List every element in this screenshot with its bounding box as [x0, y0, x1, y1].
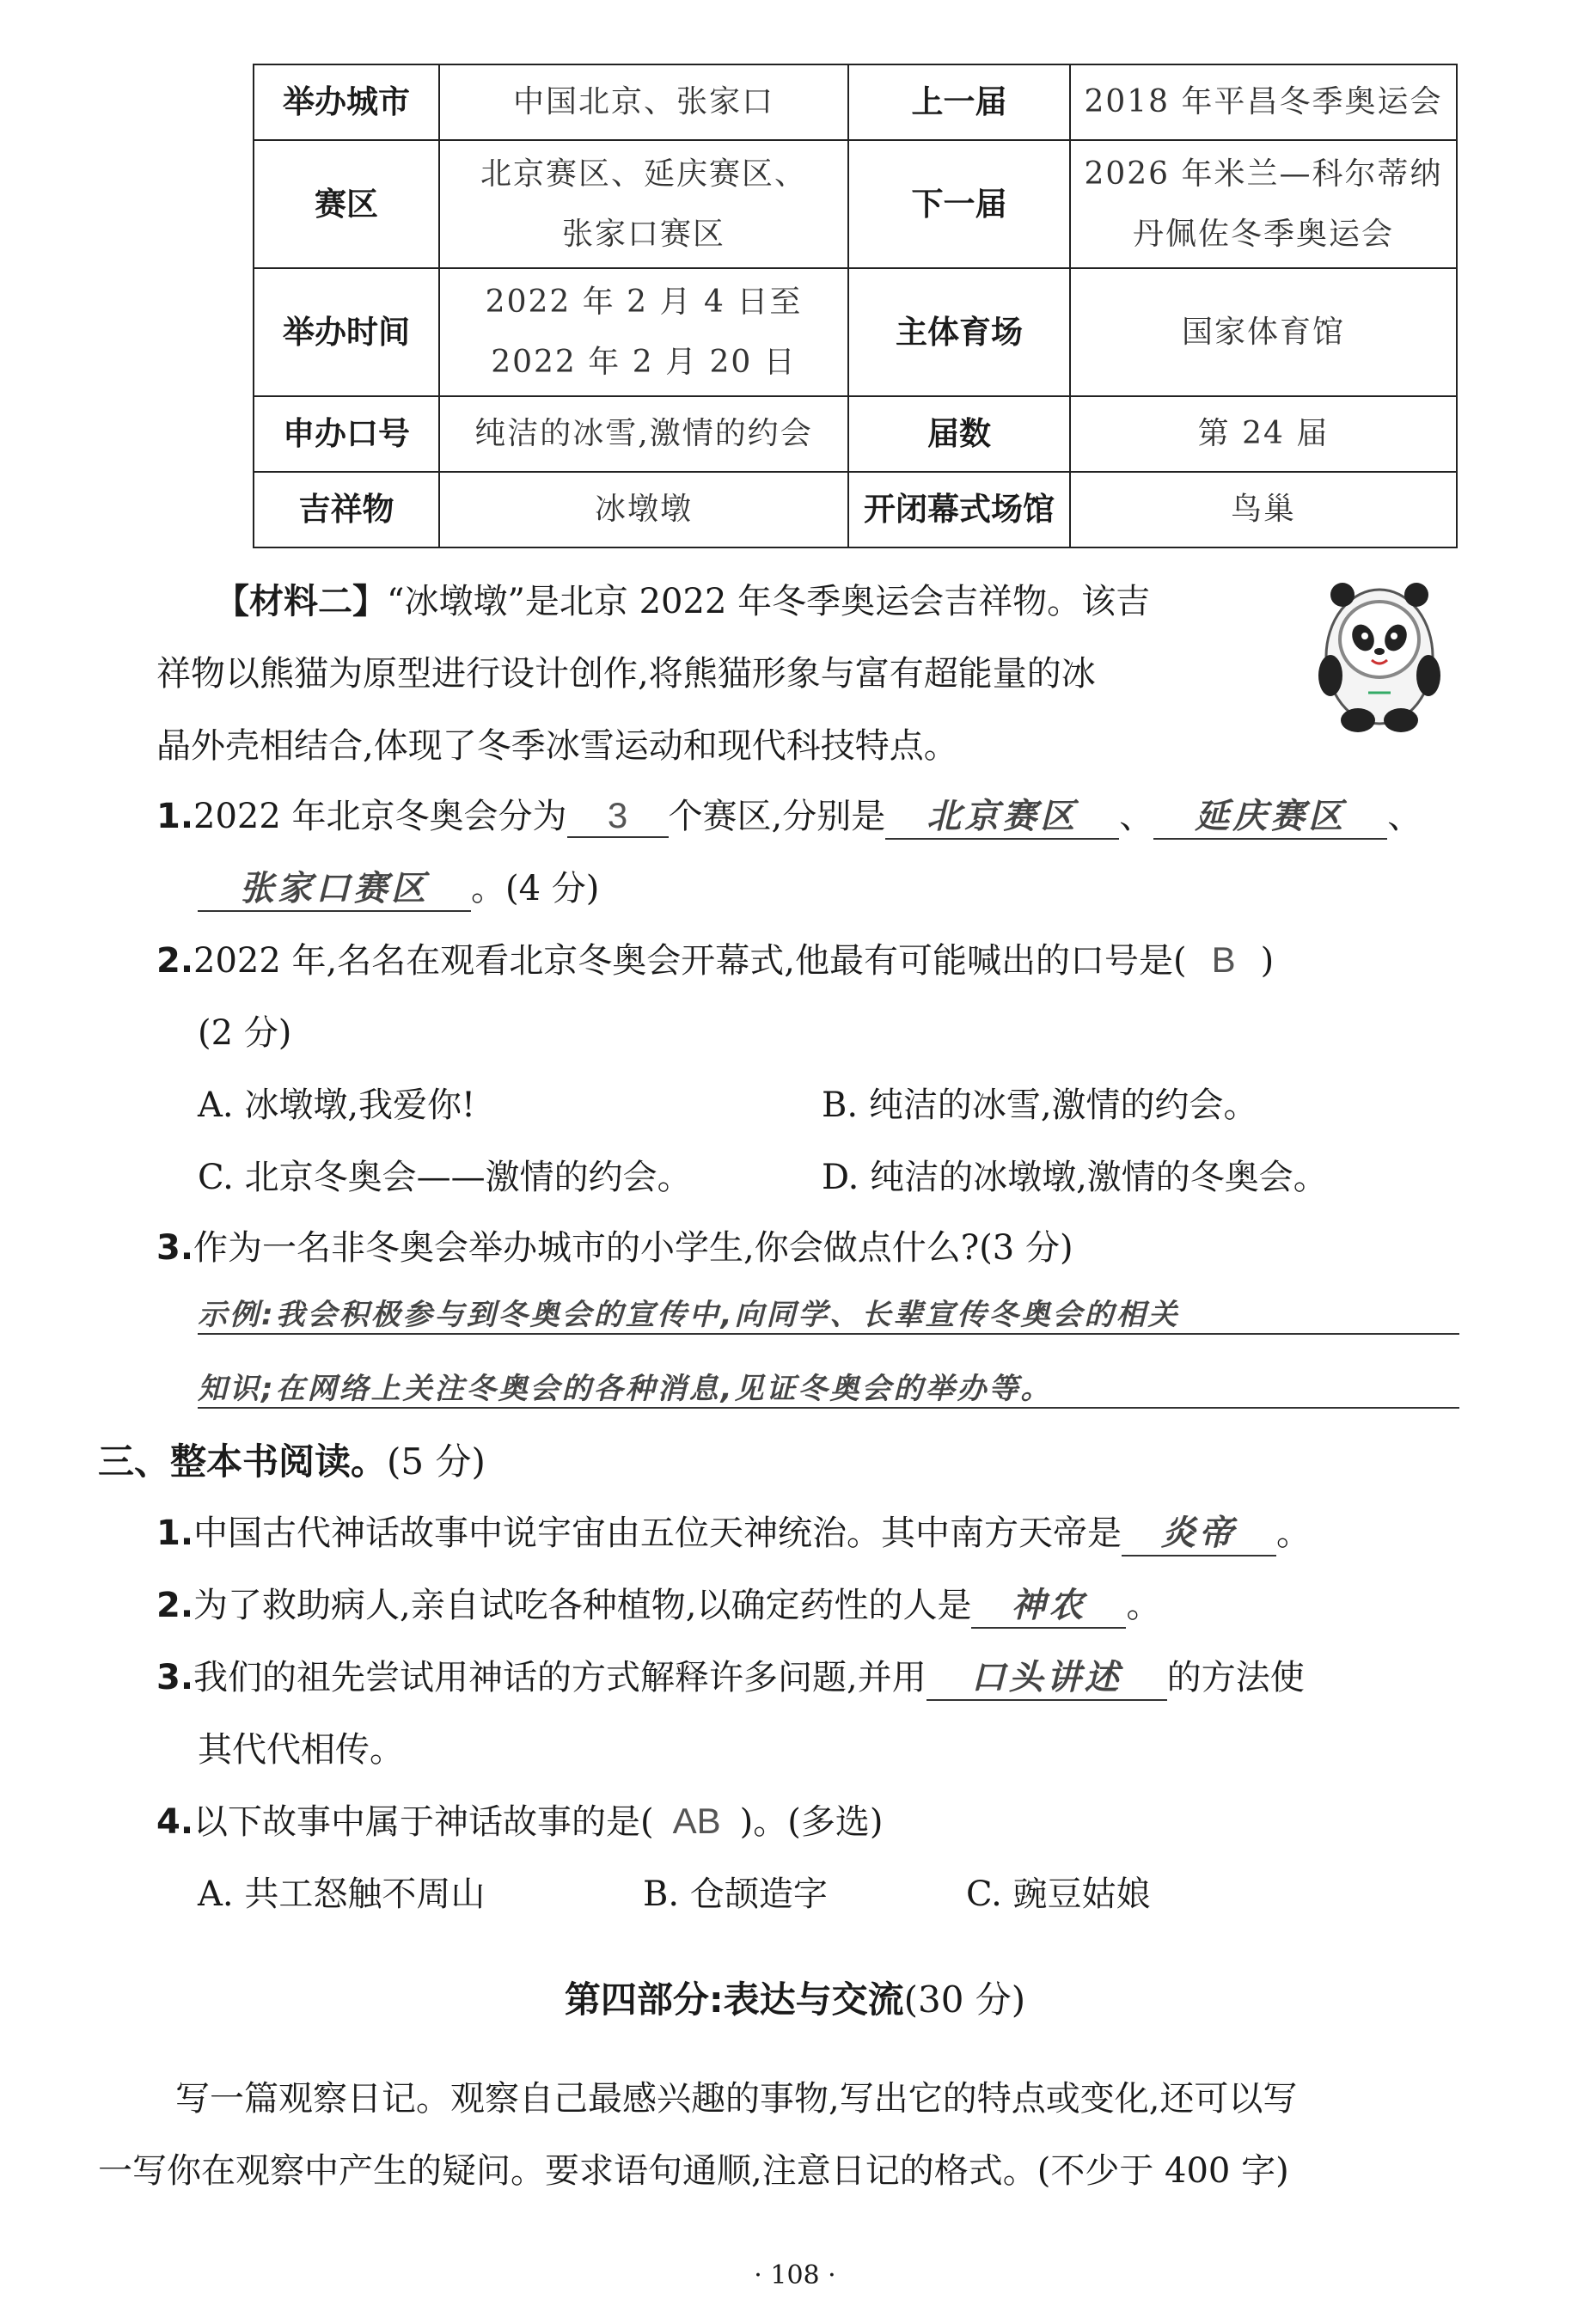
table-row: [254, 472, 1457, 547]
question-number: 1.: [156, 1514, 194, 1553]
material2-tag: 【材料二】: [215, 582, 387, 621]
s3-question-3-cont: 其代代相传。: [198, 1730, 404, 1770]
answer-blank: [926, 1650, 1167, 1701]
table-value-line: 北京赛区、延庆赛区、: [480, 156, 807, 192]
table-label: 届数: [848, 396, 1070, 472]
answer-blank: [1122, 1506, 1276, 1556]
table-label: 开闭幕式场馆: [848, 472, 1070, 547]
table-label: 上一届: [848, 64, 1070, 140]
handwritten-answer: 示例:我会积极参与到冬奥会的宣传中,向同学、长辈宣传冬奥会的相关: [198, 1298, 1180, 1332]
table-value: 鸟巢: [1070, 472, 1457, 547]
table-value: 中国北京、张家口: [439, 64, 848, 140]
s3-option-a: A. 共工怒触不周山: [198, 1874, 486, 1914]
handwritten-answer: 张家口赛区: [240, 869, 429, 908]
question-text: 中国古代神话故事中说宇宙由五位天神统治。其中南方天帝是: [193, 1514, 1122, 1553]
page-number: · 108 ·: [754, 2260, 836, 2290]
question-text: 2022 年,名名在观看北京冬奥会开幕式,他最有可能喊出的口号是(: [193, 941, 1187, 981]
table-value-line: 张家口赛区: [561, 216, 725, 252]
answer-blank: [198, 861, 471, 912]
question-text: 我们的祖先尝试用神话的方式解释许多问题,并用: [193, 1658, 926, 1697]
s3-option-b: B. 仓颉造字: [643, 1874, 828, 1914]
question-number: 3.: [156, 1658, 194, 1697]
question-text: 以下故事中属于神话故事的是(: [193, 1802, 654, 1842]
handwritten-answer: 知识;在网络上关注冬奥会的各种消息,见证冬奥会的举办等。: [198, 1372, 1053, 1406]
handwritten-answer: 口头讲述: [970, 1658, 1122, 1697]
table-label: 吉祥物: [254, 472, 439, 547]
s3-question-2: [156, 1578, 1160, 1629]
material2-text: “冰墩墩”是北京 2022 年冬季奥运会吉祥物。该吉: [387, 582, 1151, 621]
part-4-prompt-line-2: 一写你在观察中产生的疑问。要求语句通顺,注意日记的格式。(不少于 400 字): [98, 2151, 1289, 2191]
table-label: 赛区: [254, 140, 439, 268]
table-value-line: 2022 年 2 月 20 日: [491, 344, 797, 380]
option-d: D. 纯洁的冰墩墩,激情的冬奥会。: [822, 1158, 1328, 1197]
handwritten-answer: 北京赛区: [926, 797, 1079, 836]
separator: 、: [1119, 797, 1154, 836]
answer-blank: [1153, 789, 1387, 840]
table-value-line: 丹佩佐冬季奥运会: [1132, 216, 1394, 252]
section-3-heading: [98, 1434, 486, 1485]
question-1-cont: [198, 861, 599, 912]
handwritten-answer: 炎帝: [1161, 1514, 1238, 1553]
table-value: 第 24 届: [1070, 396, 1457, 472]
question-1: [156, 789, 1422, 840]
table-row: [254, 396, 1457, 472]
answer-text: 3: [607, 795, 628, 835]
punct: 。: [1276, 1514, 1312, 1553]
s3-question-3: [156, 1650, 1305, 1701]
table-value: 冰墩墩: [439, 472, 848, 547]
table-label: 主体育场: [848, 268, 1070, 396]
question-text: 个赛区,分别是: [668, 797, 886, 836]
handwritten-answer: 延庆赛区: [1195, 797, 1347, 836]
answer-blank-count: [567, 795, 669, 838]
s3-option-c: C. 豌豆姑娘: [966, 1874, 1151, 1914]
table-label: 申办口号: [254, 396, 439, 472]
question-2-score: (2 分): [198, 1013, 292, 1053]
question-text: )。(多选): [739, 1802, 884, 1842]
question-text: 作为一名非冬奥会举办城市的小学生,你会做点什么?(3 分): [193, 1228, 1073, 1268]
question-number: 3.: [156, 1228, 194, 1268]
part-4-prompt-line-1: 写一篇观察日记。观察自己最感兴趣的事物,写出它的特点或变化,还可以写: [175, 2079, 1298, 2119]
table-label: 下一届: [848, 140, 1070, 268]
table-row: [254, 140, 1457, 268]
s3-question-4: [156, 1795, 883, 1844]
answer-text: B: [1211, 939, 1236, 980]
part-4-heading: [0, 1972, 1590, 2023]
option-b: B. 纯洁的冰雪,激情的约会。: [822, 1086, 1258, 1125]
table-row: [254, 64, 1457, 140]
question-number: 1.: [156, 797, 194, 836]
table-value: 国家体育馆: [1070, 268, 1457, 396]
table-label: 举办城市: [254, 64, 439, 140]
part-score: (30 分): [903, 1978, 1026, 2021]
question-number: 2.: [156, 941, 194, 981]
answer-blank: [885, 789, 1119, 840]
material2-line-2: 祥物以熊猫为原型进行设计创作,将熊猫形象与富有超能量的冰: [156, 654, 1096, 694]
table-row: [254, 268, 1457, 396]
question-2: [156, 933, 1274, 982]
section-score: (5 分): [387, 1440, 486, 1483]
table-label: 举办时间: [254, 268, 439, 396]
bing-dwen-dwen-mascot-image: [1315, 572, 1444, 736]
paren-close: ): [1260, 941, 1275, 981]
table-value-line: 2026 年米兰—科尔蒂纳: [1084, 156, 1443, 192]
answer-blank: [971, 1578, 1126, 1629]
table-value-line: 2022 年 2 月 4 日至: [485, 284, 803, 320]
table-value: 纯洁的冰雪,激情的约会: [439, 396, 848, 472]
handwritten-answer: 神农: [1011, 1586, 1087, 1625]
option-c: C. 北京冬奥会——激情的约会。: [198, 1158, 692, 1197]
material2-line-3: 晶外壳相结合,体现了冬季冰雪运动和现代科技特点。: [156, 726, 958, 766]
separator: 、: [1387, 797, 1422, 836]
table-value: [1070, 140, 1457, 268]
table-value: 2018 年平昌冬季奥运会: [1070, 64, 1457, 140]
question-text: 为了救助病人,亲自试吃各种植物,以确定药性的人是: [193, 1586, 972, 1625]
answer-line-2: [198, 1365, 1459, 1409]
answer-text: AB: [672, 1801, 721, 1841]
answer-line-1: [198, 1291, 1459, 1335]
option-a: A. 冰墩墩,我爱你!: [198, 1086, 476, 1125]
question-text: 的方法使: [1166, 1658, 1305, 1697]
table-value: [439, 140, 848, 268]
question-number: 2.: [156, 1586, 194, 1625]
punct: 。: [1126, 1586, 1161, 1625]
question-3: [156, 1220, 1073, 1269]
table-value: [439, 268, 848, 396]
part-title: 第四部分:表达与交流: [564, 1978, 904, 2021]
material2-line-1: [215, 574, 1150, 623]
question-score: 。(4 分): [471, 869, 600, 908]
olympics-info-table: [253, 64, 1458, 548]
question-number: 4.: [156, 1802, 194, 1842]
s3-question-1: [156, 1506, 1311, 1556]
section-title: 三、整本书阅读。: [98, 1440, 388, 1483]
question-text: 2022 年北京冬奥会分为: [193, 797, 567, 836]
